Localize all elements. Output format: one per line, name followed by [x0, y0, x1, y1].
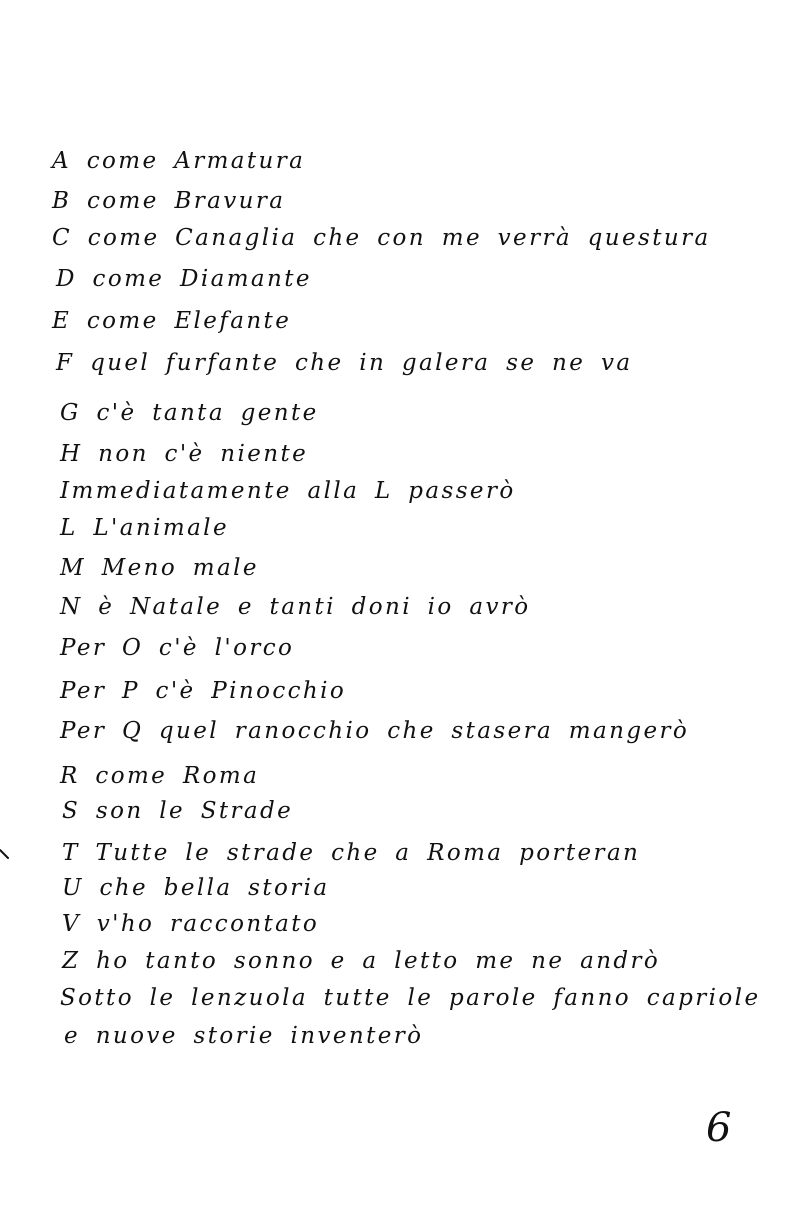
poem-line-storie: e nuove storie inventerò [64, 1023, 424, 1049]
page-number: 6 [706, 1105, 732, 1151]
poem-line-q: Per Q quel ranocchio che stasera mangerò [60, 718, 690, 744]
poem-line-f: F quel furfante che in galera se ne va [56, 350, 633, 376]
poem-line-i: Immediatamente alla L passerò [60, 478, 516, 504]
margin-mark [0, 848, 10, 860]
poem-line-c: C come Canaglia che con me verrà questura [52, 225, 711, 251]
poem-line-e: E come Elefante [52, 308, 292, 334]
poem-line-t: T Tutte le strade che a Roma porteran [62, 840, 641, 866]
poem-line-h: H non c'è niente [60, 441, 309, 467]
poem-line-n: N è Natale e tanti doni io avrò [60, 594, 531, 620]
poem-line-r: R come Roma [60, 763, 260, 789]
poem-line-l: L L'animale [60, 515, 229, 541]
poem-line-d: D come Diamante [56, 266, 312, 292]
poem-line-b: B come Bravura [52, 188, 286, 214]
poem-line-a: A come Armatura [52, 148, 306, 174]
poem-line-m: M Meno male [60, 555, 259, 581]
poem-line-g: G c'è tanta gente [60, 400, 319, 426]
poem-line-s: S son le Strade [62, 798, 294, 824]
poem-line-o: Per O c'è l'orco [60, 635, 295, 661]
poem-line-lenzuola: Sotto le lenzuola tutte le parole fanno capriole [60, 985, 761, 1011]
poem-line-z: Z ho tanto sonno e a letto me ne andrò [62, 948, 661, 974]
poem-line-v: V v'ho raccontato [62, 911, 320, 937]
poem-line-p: Per P c'è Pinocchio [60, 678, 347, 704]
poem-line-u: U che bella storia [62, 875, 330, 901]
